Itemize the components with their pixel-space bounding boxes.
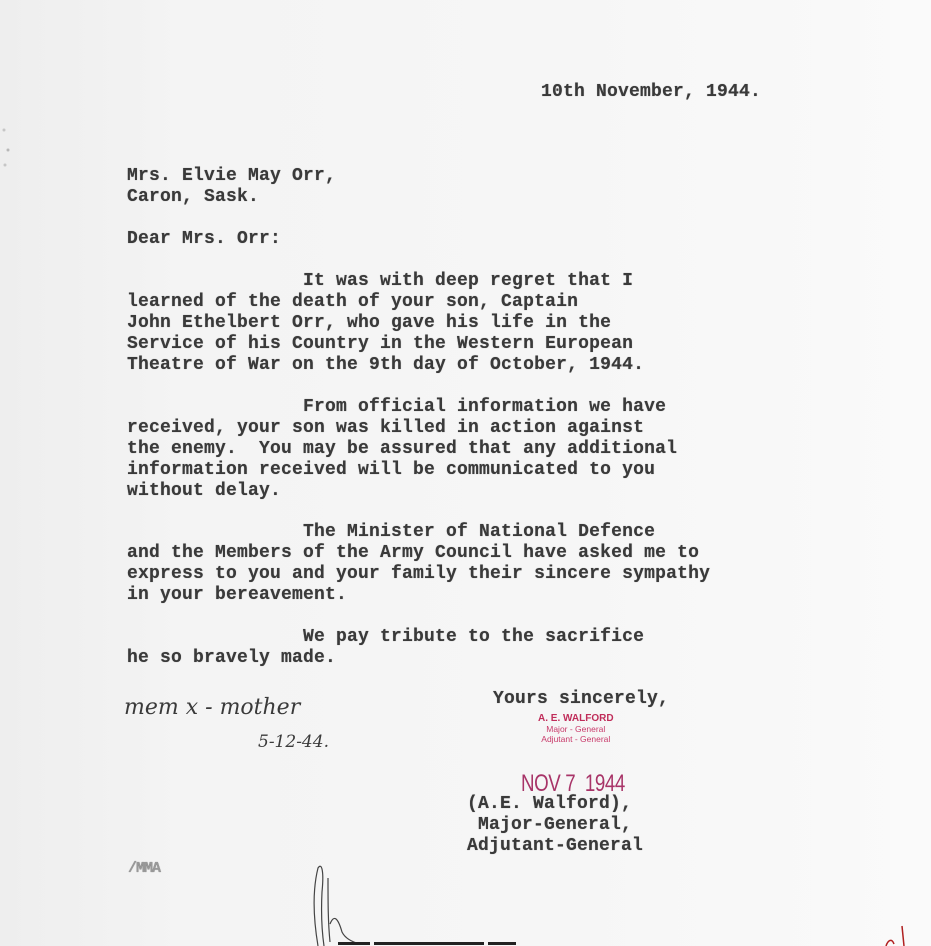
stamp-title: Adjutant - General [541, 734, 611, 744]
stamp-rank: Major - General [546, 724, 606, 734]
salutation: Dear Mrs. Orr: [127, 229, 282, 249]
recipient-location: Caron, Sask. [127, 187, 260, 207]
handwritten-date: 5-12-44. [258, 732, 329, 752]
red-pencil-mark-icon [880, 920, 920, 946]
date-stamp: NOV 7 1944 [521, 770, 625, 797]
signature-stamp [538, 714, 614, 744]
paragraph-line: without delay. [127, 481, 282, 501]
handwritten-initial-icon [312, 862, 372, 946]
paragraph-line: Theatre of War on the 9th day of October, 1944. [127, 355, 645, 375]
paragraph-4 [127, 627, 644, 669]
signer-name: (A.E. Walford), [467, 794, 633, 814]
reference-initials: /MMA [128, 860, 161, 877]
letter-date: 10th November, 1944. [541, 82, 762, 102]
paragraph-line: in your bereavement. [127, 585, 348, 605]
signer-rank: Major-General, [467, 815, 633, 835]
paragraph-line: Service of his Country in the Western European [127, 334, 634, 354]
paragraph-line: information received will be communicated to you [127, 460, 656, 480]
paragraph-line: John Ethelbert Orr, who gave his life in the [127, 313, 612, 333]
edge-bar [338, 942, 370, 945]
paragraph-line: From official information we have [127, 397, 667, 417]
recipient-name: Mrs. Elvie May Orr, [127, 166, 337, 186]
edge-bar [374, 942, 484, 945]
recipient-address [127, 166, 336, 208]
signature-block [467, 794, 643, 857]
paragraph-line: the enemy. You may be assured that any additional [127, 439, 678, 459]
handwritten-note: mem x - mother [124, 695, 301, 720]
paragraph-2 [127, 397, 677, 502]
paragraph-line: received, your son was killed in action against [127, 418, 645, 438]
paragraph-line: he so bravely made. [127, 648, 337, 668]
edge-bar [488, 942, 516, 945]
signer-title: Adjutant-General [467, 836, 644, 856]
paragraph-1 [127, 271, 644, 376]
paragraph-line: and the Members of the Army Council have asked me to [127, 543, 700, 563]
closing: Yours sincerely, [493, 689, 670, 709]
paragraph-line: We pay tribute to the sacrifice [127, 627, 645, 647]
paragraph-3 [127, 522, 710, 606]
paragraph-line: express to you and your family their sincere sympathy [127, 564, 711, 584]
paragraph-line: The Minister of National Defence [127, 522, 656, 542]
paragraph-line: It was with deep regret that I [127, 271, 634, 291]
stamp-name: A. E. WALFORD [538, 713, 614, 724]
paper-edge-speckle [0, 120, 14, 180]
paragraph-line: learned of the death of your son, Captain [127, 292, 579, 312]
